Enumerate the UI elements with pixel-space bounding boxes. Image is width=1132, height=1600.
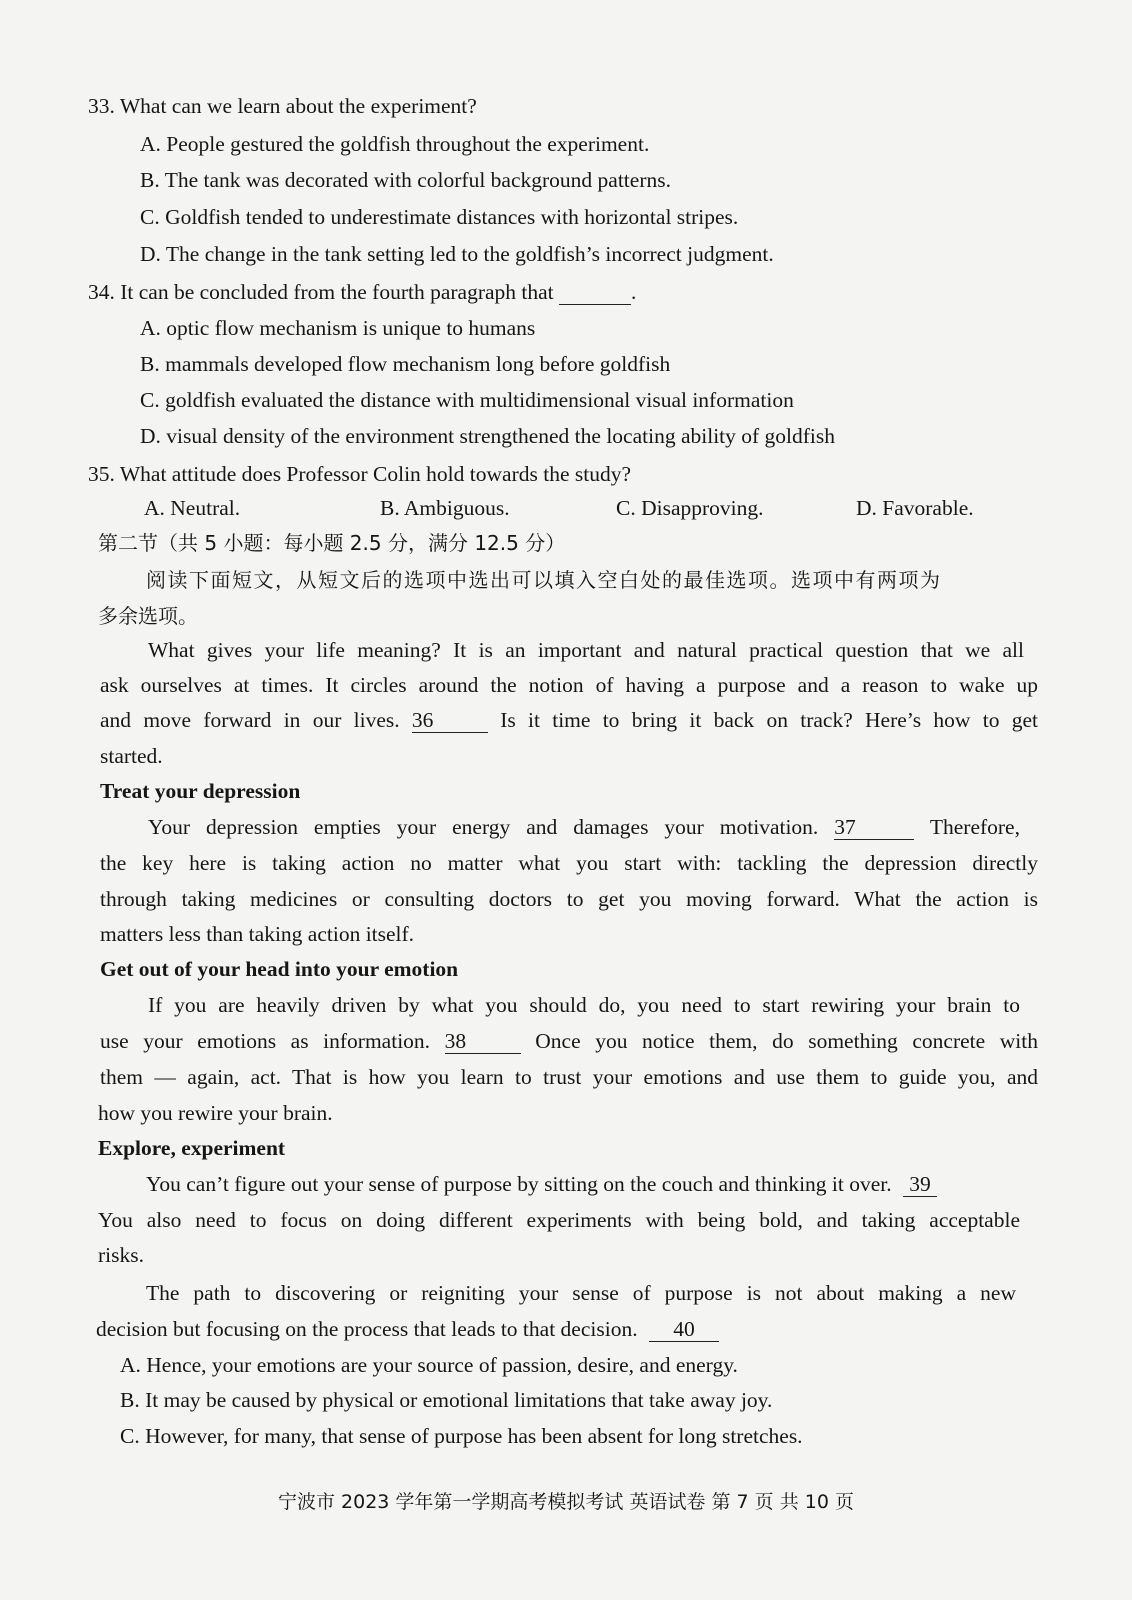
- blank-40: 40: [649, 1317, 719, 1342]
- q33-option-c: C. Goldfish tended to underestimate distances with horizontal stripes.: [140, 205, 739, 229]
- q34-stem: [88, 274, 636, 310]
- choice-a: A. Hence, your emotions are your source of passion, desire, and energy.: [120, 1353, 738, 1377]
- p1-line-3-before: and move forward in our lives.: [100, 708, 400, 732]
- q33-option-b: B. The tank was decorated with colorful background patterns.: [140, 168, 671, 192]
- blank-37: 37: [834, 815, 914, 840]
- q34-option-c: C. goldfish evaluated the distance with multidimensional visual information: [140, 388, 794, 412]
- section-title: 第二节（共 5 小题：每小题 2.5 分，满分 12.5 分）: [98, 531, 566, 555]
- p1-line-3-after: Is it time to bring it back on track? Here’s how to get: [500, 708, 1038, 732]
- p3-line-4: how you rewire your brain.: [98, 1101, 333, 1125]
- heading-treat-depression: Treat your depression: [100, 779, 301, 803]
- p2-line-2: the key here is taking action no matter what you start with: tackling the depression directly: [100, 851, 1038, 875]
- q33-stem: 33. What can we learn about the experiment?: [88, 94, 477, 118]
- q34-stem-end: .: [631, 280, 637, 304]
- page-footer: 宁波市 2023 学年第一学期高考模拟考试 英语试卷 第 7 页 共 10 页: [278, 1491, 854, 1513]
- p2-line-1: [148, 809, 1020, 845]
- p3-line-1: If you are heavily driven by what you should do, you need to start rewiring your brain to: [148, 993, 1020, 1017]
- blank-36: 36: [412, 708, 488, 733]
- q35-stem: 35. What attitude does Professor Colin hold towards the study?: [88, 462, 632, 486]
- q34-option-d: D. visual density of the environment strengthened the locating ability of goldfish: [140, 424, 836, 448]
- p2-line-4: matters less than taking action itself.: [100, 922, 415, 946]
- q35-option-b: B. Ambiguous.: [380, 496, 510, 520]
- q34-blank: [559, 280, 631, 305]
- section-instruction-1: 阅读下面短文，从短文后的选项中选出可以填入空白处的最佳选项。选项中有两项为: [146, 568, 942, 592]
- q35-option-d: D. Favorable.: [856, 496, 974, 520]
- p3-line-2: [100, 1023, 1038, 1059]
- section-instruction-2: 多余选项。: [98, 604, 198, 628]
- p1-line-3: [100, 702, 1038, 738]
- q35-options: [0, 490, 1132, 526]
- p3-line-2-before: use your emotions as information.: [100, 1029, 431, 1053]
- p2-line-1-after: Therefore,: [929, 815, 1020, 839]
- q34-stem-text: 34. It can be concluded from the fourth paragraph that: [88, 280, 554, 304]
- p2-line-3: through taking medicines or consulting doctors to get you moving forward. What the action is: [100, 887, 1038, 911]
- q33-option-d: D. The change in the tank setting led to the goldfish’s incorrect judgment.: [140, 242, 774, 266]
- p4-line-1-text: You can’t figure out your sense of purpose by sitting on the couch and thinking it over.: [146, 1172, 892, 1196]
- blank-38: 38: [445, 1029, 521, 1054]
- p5-line-1: The path to discovering or reigniting your sense of purpose is not about making a new: [146, 1281, 1016, 1305]
- heading-explore: Explore, experiment: [98, 1136, 286, 1160]
- p2-line-1-before: Your depression empties your energy and damages your motivation.: [148, 815, 819, 839]
- blank-39: 39: [903, 1172, 937, 1197]
- choice-b: B. It may be caused by physical or emotional limitations that take away joy.: [120, 1388, 773, 1412]
- q35-option-a: A. Neutral.: [144, 496, 241, 520]
- p1-line-4: started.: [100, 744, 163, 768]
- heading-emotion: Get out of your head into your emotion: [100, 957, 459, 981]
- p4-line-2: You also need to focus on doing different experiments with being bold, and taking acceptable: [98, 1208, 1020, 1232]
- p5-line-2-text: decision but focusing on the process that leads to that decision.: [96, 1317, 638, 1341]
- q34-option-a: A. optic flow mechanism is unique to humans: [140, 316, 536, 340]
- p1-line-2: ask ourselves at times. It circles around the notion of having a purpose and a reason to wake up: [100, 673, 1038, 697]
- q34-option-b: B. mammals developed flow mechanism long before goldfish: [140, 352, 671, 376]
- p4-line-1: [146, 1166, 937, 1202]
- p3-line-3: them — again, act. That is how you learn to trust your emotions and use them to guide you, and: [100, 1065, 1038, 1089]
- p1-line-1: What gives your life meaning? It is an important and natural practical question that we all: [148, 638, 1024, 662]
- q35-option-c: C. Disapproving.: [616, 496, 764, 520]
- choice-c: C. However, for many, that sense of purpose has been absent for long stretches.: [120, 1424, 803, 1448]
- p3-line-2-after: Once you notice them, do something concrete with: [535, 1029, 1038, 1053]
- p5-line-2: [96, 1311, 719, 1347]
- p4-line-3: risks.: [98, 1243, 144, 1267]
- q33-option-a: A. People gestured the goldfish throughout the experiment.: [140, 132, 650, 156]
